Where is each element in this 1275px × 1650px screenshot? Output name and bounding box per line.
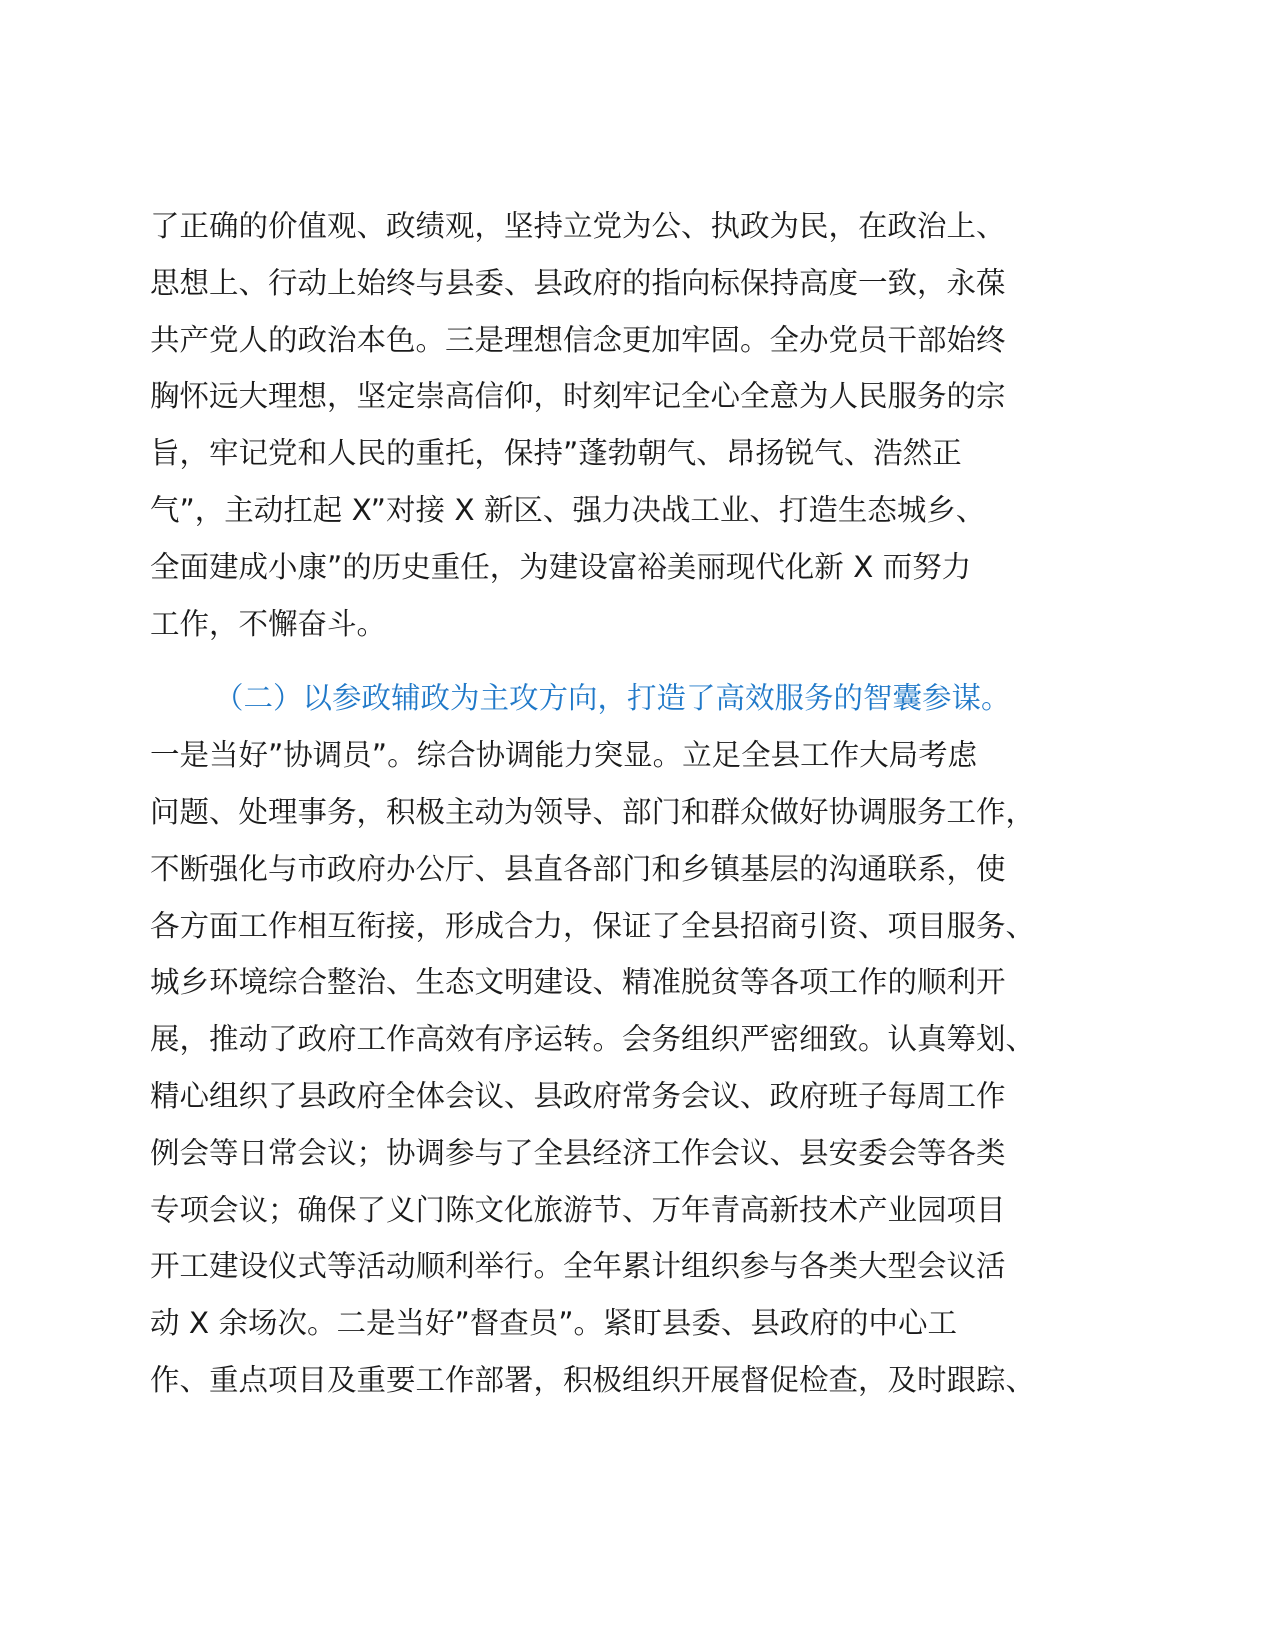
text-line: 各方面工作相互衔接，形成合力，保证了全县招商引资、项目服务、 bbox=[150, 908, 1036, 943]
paragraph-ideals bbox=[150, 198, 1130, 652]
paragraph-spacer bbox=[150, 652, 1130, 670]
text-line: 胸怀远大理想，坚定崇高信仰，时刻牢记全心全意为人民服务的宗 bbox=[150, 379, 1006, 414]
text-line: 开工建设仪式等活动顺利举行。全年累计组织参与各类大型会议活 bbox=[150, 1249, 1006, 1284]
text-line: 了正确的价值观、政绩观，坚持立党为公、执政为民，在政治上、 bbox=[150, 209, 1006, 243]
text-line: 一是当好”协调员”。综合协调能力突显。立足全县工作大局考虑 bbox=[150, 738, 978, 773]
text-line: 工作，不懈奋斗。 bbox=[150, 606, 387, 641]
paragraph-coordination bbox=[150, 727, 1130, 1409]
section-heading: （二）以参政辅政为主攻方向，打造了高效服务的智囊参谋。 bbox=[214, 681, 1011, 716]
text-line: 例会等日常会议；协调参与了全县经济工作会议、县安委会等各类 bbox=[150, 1135, 1006, 1170]
document-body bbox=[150, 198, 1130, 1409]
text-line: 动 X 余场次。二是当好”督查员”。紧盯县委、县政府的中心工 bbox=[150, 1306, 958, 1341]
text-line: 共产党人的政治本色。三是理想信念更加牢固。全办党员干部始终 bbox=[150, 322, 1006, 357]
text-line: 作、重点项目及重要工作部署，积极组织开展督促检查，及时跟踪、 bbox=[150, 1362, 1036, 1397]
text-line: 全面建成小康”的历史重任，为建设富裕美丽现代化新 X 而努力 bbox=[150, 549, 972, 584]
text-line: 精心组织了县政府全体会议、县政府常务会议、政府班子每周工作 bbox=[150, 1078, 1006, 1113]
text-line: 思想上、行动上始终与县委、县政府的指向标保持高度一致，永葆 bbox=[150, 265, 1006, 300]
text-line: 展，推动了政府工作高效有序运转。会务组织严密细致。认真筹划、 bbox=[150, 1022, 1036, 1057]
text-line: 气”，主动扛起 X”对接 X 新区、强力决战工业、打造生态城乡、 bbox=[150, 492, 986, 527]
text-line: 城乡环境综合整治、生态文明建设、精准脱贫等各项工作的顺利开 bbox=[150, 965, 1006, 1000]
text-line: 不断强化与市政府办公厅、县直各部门和乡镇基层的沟通联系，使 bbox=[150, 851, 1006, 886]
text-line: 专项会议；确保了义门陈文化旅游节、万年青高新技术产业园项目 bbox=[150, 1192, 1006, 1227]
text-line: 问题、处理事务，积极主动为领导、部门和群众做好协调服务工作， bbox=[150, 794, 1036, 829]
text-line: 旨，牢记党和人民的重托，保持”蓬勃朝气、昂扬锐气、浩然正 bbox=[150, 436, 962, 471]
